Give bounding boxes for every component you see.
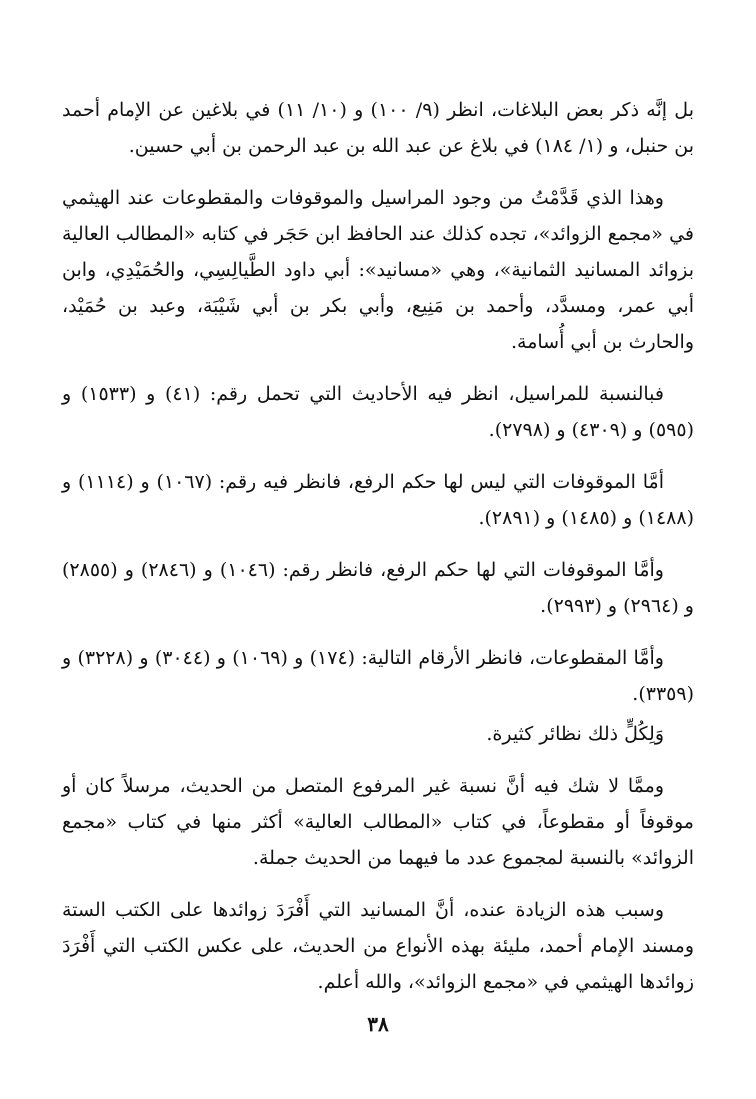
paragraph-balaghat: بل إنَّه ذكر بعض البلاغات، انظر (٩/ ١٠٠) و (١٠/ ١١) في بلاغين عن الإمام أحمد بن حنبل، و (١/ ١٨٤) في بلاغ عن عبد الله بن عبد الرحمن بن أبي حسين. xyxy=(62,99,694,157)
paragraph-marasil: فبالنسبة للمراسيل، انظر فيه الأحاديث التي تحمل رقم: (٤١) و (١٥٣٣) و (٥٩٥) و (٤٣٠٩) و (٢٧٩٨). xyxy=(62,383,694,441)
paragraph-mawqufat-raf: وأمَّا الموقوفات التي لها حكم الرفع، فانظر رقم: (١٠٤٦) و (٢٨٤٦) و (٢٨٥٥) و (٢٩٦٤) و (٢٩٩٣). xyxy=(62,559,694,617)
paragraph-comparison: وممَّا لا شك فيه أنَّ نسبة غير المرفوع المتصل من الحديث، مرسلاً كان أو موقوفاً أو مقطوعاً، في كتاب «المطالب العالية» أكثر منها في كتاب «مجمع الزوائد» بالنسبة لمجموع عدد ما فيهما من الحديث جملة. xyxy=(62,775,694,869)
paragraph-mawqufat-intro: وهذا الذي قَدَّمْتُ من وجود المراسيل والموقوفات والمقطوعات عند الهيثمي في «مجمع الزوائد»، تجده كذلك عند الحافظ ابن حَجَر في كتابه «المطالب العالية بزوائد المسانيد الثمانية»، وهي «مسانيد»: أبي داود الطَّيالِسِي، والحُمَيْدِي، وابن أبي عمر، ومسدَّد، وأحمد بن مَنِيع، وأبي بكر بن أبي شَيْبَة، وعبد بن حُمَيْد، والحارث بن أبي أُسامة. xyxy=(62,187,694,353)
paragraph-reason: وسبب هذه الزيادة عنده، أنَّ المسانيد التي أَفْرَدَ زوائدها على الكتب الستة ومسند الإمام أحمد، مليئة بهذه الأنواع من الحديث، على عكس الكتب التي أَفْرَدَ زوائدها الهيثمي في «مجمع الزوائد»، والله أعلم. xyxy=(62,899,694,993)
paragraph-mawqufat-no-raf: أمَّا الموقوفات التي ليس لها حكم الرفع، فانظر فيه رقم: (١٠٦٧) و (١١١٤) و (١٤٨٨) و (١٤٨٥) و (٢٨٩١). xyxy=(62,471,694,529)
page-body xyxy=(62,92,694,1016)
paragraph-nazair: وَلِكُلٍّ ذلك نظائر كثيرة. xyxy=(486,723,664,745)
page-number: ٣٨ xyxy=(367,1012,389,1036)
paragraph-maqtuat: وأمَّا المقطوعات، فانظر الأرقام التالية: (١٧٤) و (١٠٦٩) و (٣٠٤٤) و (٣٢٢٨) و (٣٣٥٩). xyxy=(62,647,694,705)
